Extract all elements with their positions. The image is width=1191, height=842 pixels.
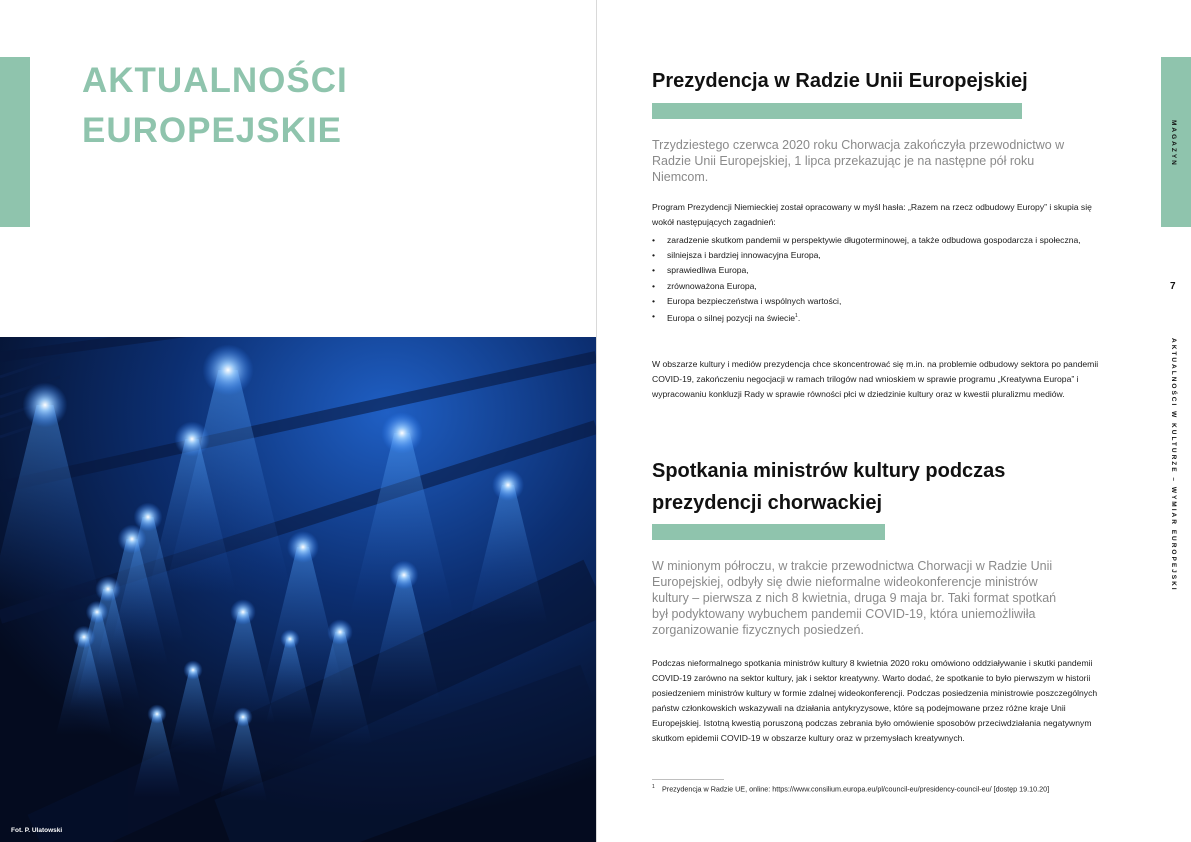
stage-light [233, 707, 252, 726]
right-page [597, 0, 1191, 842]
list-item: • zaradzenie skutkom pandemii w perspektywie długoterminowej, a także odbudowa gospodarcza i społeczna, [652, 233, 1097, 248]
heading-underline-bar [652, 524, 885, 540]
article-closing: W obszarze kultury i mediów prezydencja chce skoncentrować się m.in. na problemie odbudowy sektora po pandemii COVID-19, zakończeniu negocjacji w ramach trilogów nad wnioskiem w sprawie programu „Kreatywna Europa” i wypracowaniu konkluzji Rady w sprawie równości płci w dziedzinie kultury oraz w kwestii pluralizmu mediów. [652, 359, 1099, 399]
heading-underline-bar [652, 103, 1022, 119]
stage-light [95, 576, 121, 602]
article2-lead: W minionym półroczu, w trakcie przewodnictwa Chorwacji w Radzie Unii Europejskiej, odbyły się dwie nieformalne wideokonferencje ministrów kultury – pierwsza z nich 8 kwietnia, druga 9 maja br. Taki format spotkań był podyktowany wybuchem pandemii COVID-19, która uniemożliwiła zorganizowanie fizycznych posiedzeń. [652, 559, 1057, 637]
page-number: 7 [1170, 281, 1176, 292]
stage-light [492, 469, 524, 501]
article2-heading-line: Spotkania ministrów kultury podczas [652, 460, 1006, 482]
running-head: AKTUALNOŚCI W KULTURZE – WYMIAR EUROPEJSKI [1170, 338, 1177, 592]
footnote-text: Prezydencja w Radzie UE, online: https://www.consilium.europa.eu/pl/council-eu/presidency-council-eu/ [dostęp 19.10.20] [662, 784, 1050, 794]
list-item-text: Europa o silnej pozycji na świecie [667, 312, 796, 323]
stage-light [390, 561, 419, 590]
topics-list [652, 233, 1097, 326]
list-item-last [652, 309, 1097, 326]
stage-lights-photo [0, 337, 596, 842]
stage-light [147, 704, 166, 723]
article2-heading [652, 455, 1005, 519]
footnote-reference[interactable]: 1 [795, 313, 798, 320]
accent-bar [0, 57, 30, 227]
stage-light [381, 412, 423, 454]
article-lead: Trzydziestego czerwca 2020 roku Chorwacja zakończyła przewodnictwo w Radzie Unii Europejskiej, 1 lipca przekazując je na następne pół roku Niemcom. [652, 138, 1065, 184]
list-item: • silniejsza i bardziej innowacyjna Europa, [652, 248, 1097, 263]
article-heading: Prezydencja w Radzie Unii Europejskiej [652, 70, 1028, 92]
stage-light [183, 660, 202, 679]
stage-lights-illustration [0, 337, 596, 842]
footnote-mark: 1 [652, 784, 655, 790]
stage-light [202, 344, 253, 395]
photo-credit: Fot. P. Ulatowski [11, 827, 63, 834]
list-item: • sprawiedliwa Europa, [652, 263, 1097, 278]
section-title [82, 56, 348, 156]
stage-light [73, 626, 95, 648]
section-title-line: EUROPEJSKIE [82, 111, 342, 150]
section-title-line: AKTUALNOŚCI [82, 61, 348, 100]
list-item: • Europa bezpieczeństwa i wspólnych wartości, [652, 294, 1097, 309]
stage-light [327, 619, 353, 645]
article2-heading-line: prezydencji chorwackiej [652, 492, 883, 514]
stage-light [23, 383, 68, 428]
list-item: • zrównoważona Europa, [652, 279, 1097, 294]
footnote-rule [652, 779, 724, 780]
footnote [652, 782, 1132, 794]
stage-light [287, 531, 319, 563]
stage-light [280, 629, 299, 648]
stage-light [118, 525, 147, 554]
stage-light [230, 599, 256, 625]
list-item-end: . [797, 312, 801, 323]
magazine-label: MAGAZYN [1170, 120, 1177, 167]
article-intro: Program Prezydencji Niemieckiej został opracowany w myśl hasła: „Razem na rzecz odbudowy Europy” i skupia się wokół następujących zagadnień: [652, 202, 1092, 227]
article2-body: Podczas nieformalnego spotkania ministrów kultury 8 kwietnia 2020 roku omówiono oddziaływanie i skutki pandemii COVID-19 zarówno na sektor kultury, jak i sektor kreatywny. Warto dodać, że spotkanie to było pierwszym w historii posiedzeniem ministrów kultury w formie zdalnej wideokonferencji. Podczas posiedzenia ministrowie poszczególnych państw członkowskich wskazywali na działania antykryzysowe, które są podejmowane przez różne kraje Unii Europejskiej. Istotną kwestią poruszoną podczas zebrania było omówienie sposobów przeciwdziałania negatywnym skutkom epidemii COVID-19 w obszarze kultury oraz w przemysłach kreatywnych. [652, 658, 1098, 743]
stage-light [86, 601, 108, 623]
stage-light [174, 421, 209, 456]
